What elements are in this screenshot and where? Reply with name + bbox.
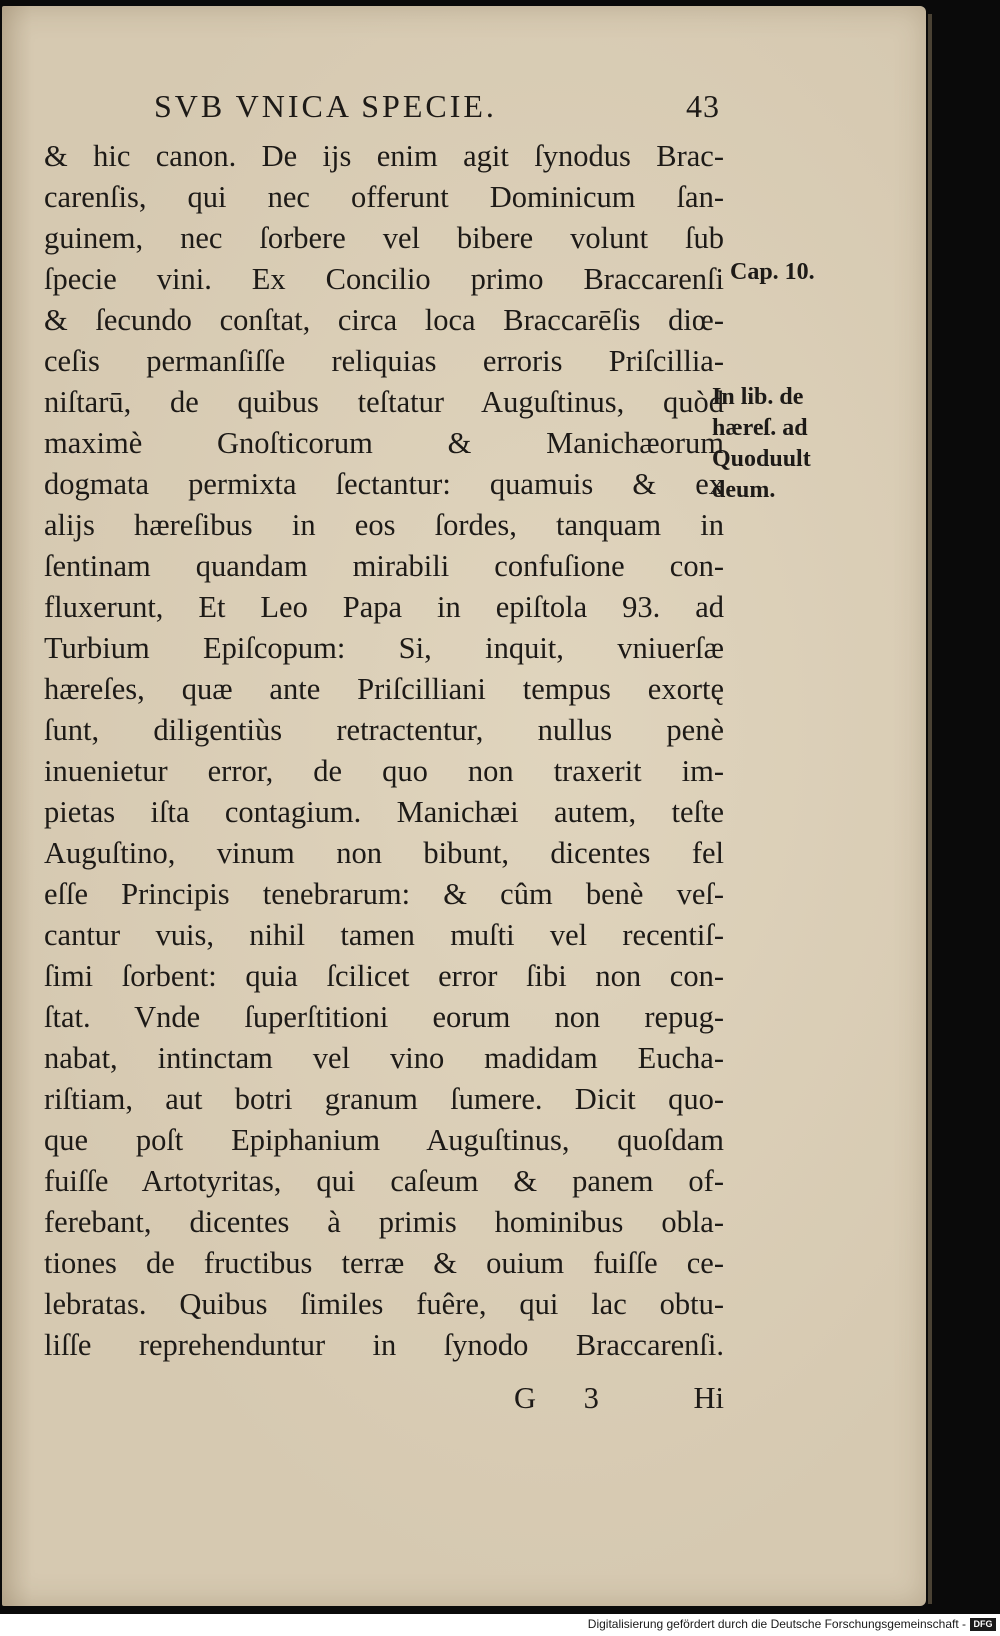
margin-note-chapter xyxy=(730,257,815,288)
margin-note-line: deum. xyxy=(712,477,776,503)
text-line: maximè Gnoſticorum & Manichæorum xyxy=(44,426,724,460)
text-line: ſentinam quandam mirabili confuſione con- xyxy=(44,549,724,583)
margin-note-reference xyxy=(712,382,811,506)
text-line: & hic canon. De ijs enim agit ſynodus Brac- xyxy=(44,139,724,173)
catch-line xyxy=(44,1381,724,1422)
text-line: liſſe reprehenduntur in ſynodo Braccarenſi. xyxy=(44,1328,724,1362)
text-line: Auguſtino, vinum non bibunt, dicentes fel xyxy=(44,836,724,870)
text-line: que poſt Epiphanium Auguſtinus, quoſdam xyxy=(44,1123,724,1157)
text-line: carenſis, qui nec offerunt Dominicum ſan- xyxy=(44,180,724,214)
running-head-title: SVB VNICA SPECIE. xyxy=(154,88,497,124)
margin-note-line: Quoduult xyxy=(712,446,811,472)
text-line: hæreſes, quæ ante Priſcilliani tempus exortę xyxy=(44,672,724,706)
text-line: ſpecie vini. Ex Concilio primo Braccarenſi xyxy=(44,262,724,296)
text-line: riſtiam, aut botri granum ſumere. Dicit quo- xyxy=(44,1082,724,1116)
margin-note-line: In lib. de xyxy=(712,384,804,410)
text-line: lebratas. Quibus ſimiles fuêre, qui lac obtu- xyxy=(44,1287,724,1321)
dfg-logo: DFG xyxy=(970,1618,996,1631)
text-line: eſſe Principis tenebrarum: & cûm benè veſ- xyxy=(44,877,724,911)
margin-note-line: hæreſ. ad xyxy=(712,415,808,441)
text-line: ſunt, diligentiùs retractentur, nullus penè xyxy=(44,713,724,747)
funding-credit: Digitalisierung gefördert durch die Deutsche Forschungsgemeinschaft - xyxy=(587,1617,966,1631)
text-line: fuiſſe Artotyritas, qui caſeum & panem of- xyxy=(44,1164,724,1198)
text-line: inuenietur error, de quo non traxerit im- xyxy=(44,754,724,788)
text-line: guinem, nec ſorbere vel bibere volunt ſub xyxy=(44,221,724,255)
text-line: nabat, intinctam vel vino madidam Eucha- xyxy=(44,1041,724,1075)
text-line: fluxerunt, Et Leo Papa in epiſtola 93. ad xyxy=(44,590,724,624)
page-edge xyxy=(928,14,932,1604)
text-line: Turbium Epiſcopum: Si, inquit, vniuerſæ xyxy=(44,631,724,665)
text-line: dogmata permixta ſectantur: quamuis & ex xyxy=(44,467,724,501)
text-line: alijs hæreſibus in eos ſordes, tanquam in xyxy=(44,508,724,542)
text-line: tiones de fructibus terræ & ouium fuiſſe ce- xyxy=(44,1246,724,1280)
text-line: pietas iſta contagium. Manichæi autem, teſte xyxy=(44,795,724,829)
footer-bar xyxy=(0,1614,1000,1636)
text-line: ſtat. Vnde ſuperſtitioni eorum non repug- xyxy=(44,1000,724,1034)
body-text xyxy=(44,136,724,1366)
text-line: niſtarū, de quibus teſtatur Auguſtinus, quòd xyxy=(44,385,724,419)
text-line: ceſis permanſiſſe reliquias erroris Priſcillia- xyxy=(44,344,724,378)
catchword: Hi xyxy=(693,1381,724,1415)
text-block xyxy=(44,88,724,1366)
text-line: ſimi ſorbent: quia ſcilicet error ſibi non con- xyxy=(44,959,724,993)
text-line: & ſecundo conſtat, circa loca Braccarēſis diœ- xyxy=(44,303,724,337)
text-line: cantur vuis, nihil tamen muſti vel recentiſ- xyxy=(44,918,724,952)
page-number: 43 xyxy=(686,88,720,124)
running-head xyxy=(44,88,724,136)
margin-note-line: Cap. 10. xyxy=(730,259,815,285)
signature-mark: G 3 xyxy=(514,1381,619,1415)
text-line: ferebant, dicentes à primis hominibus obla- xyxy=(44,1205,724,1239)
